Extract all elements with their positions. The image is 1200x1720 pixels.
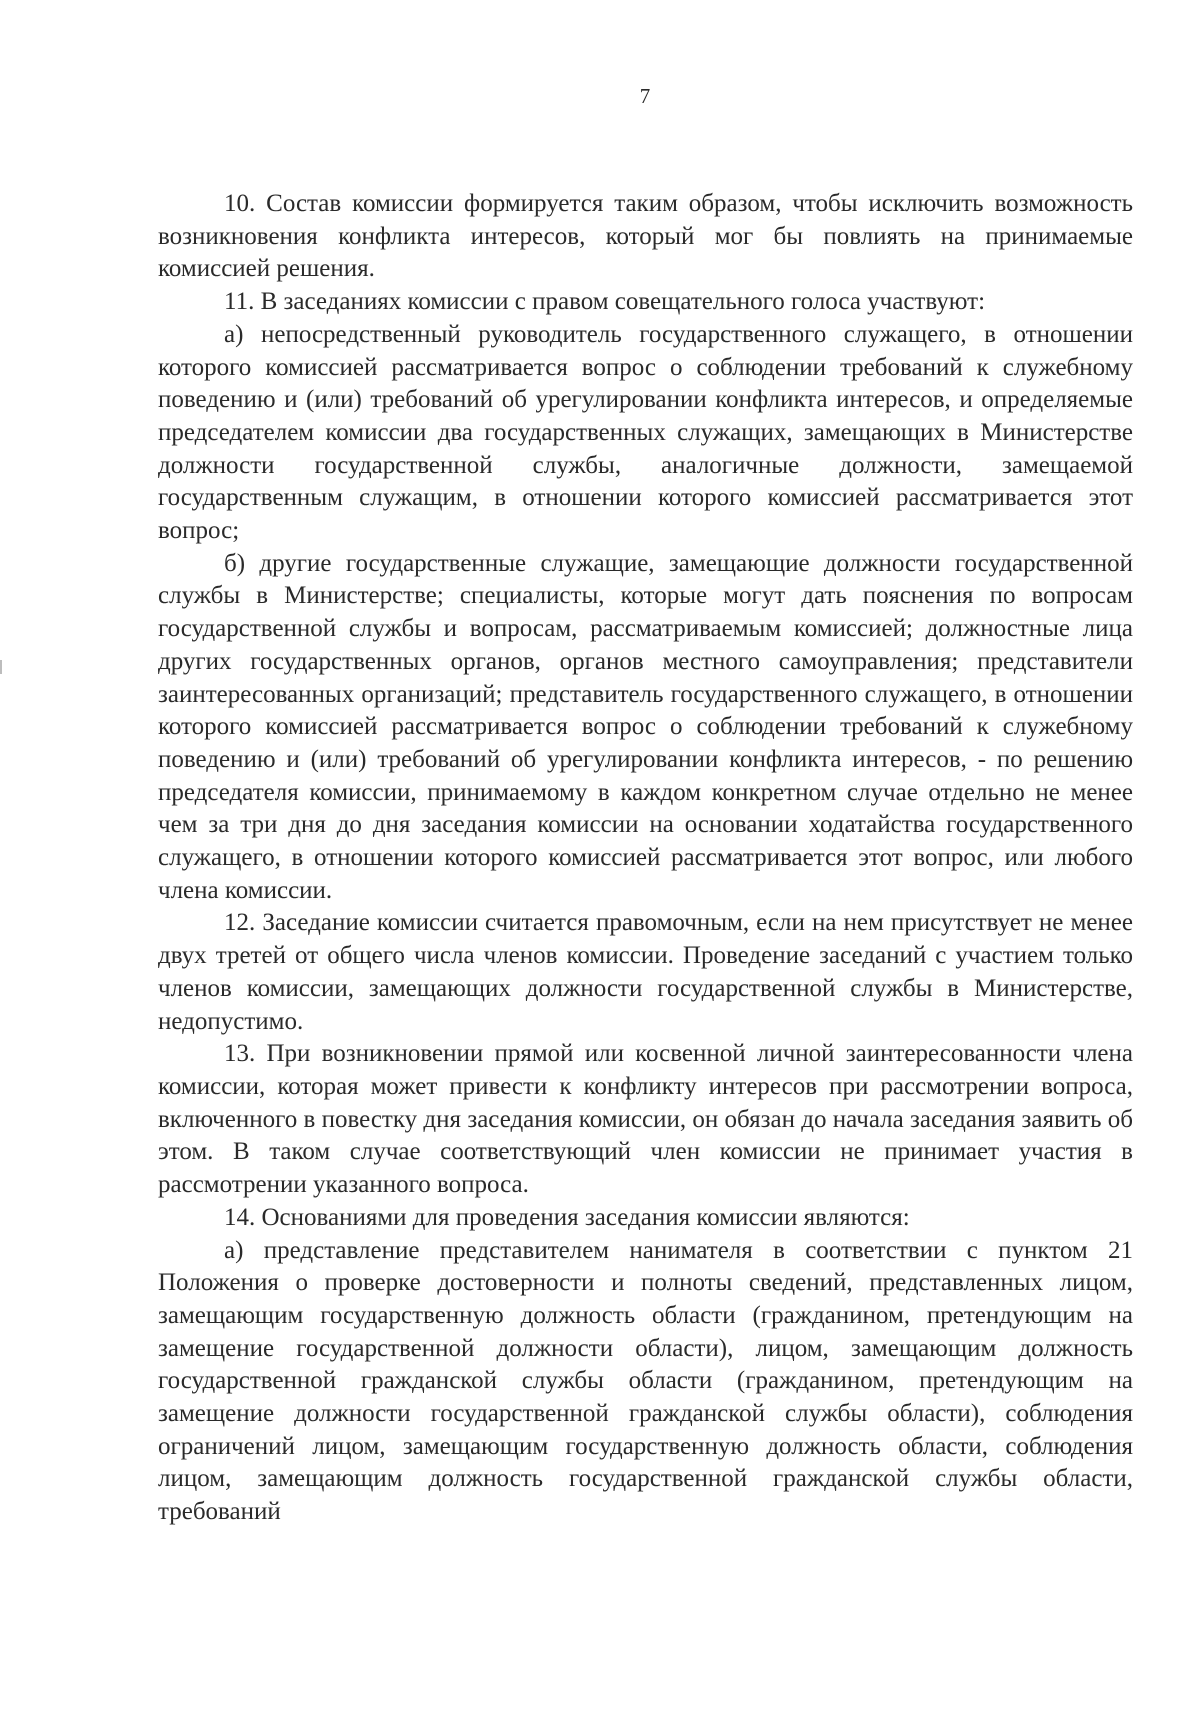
paragraph-14-a: а) представление представителем нанимателя в соответствии с пунктом 21 Положения о проверке достоверности и полноты сведений, представленных лицом, замещающим государственную должность области (гражданином, претендующим на замещение государственной должности области), лицом, замещающим должность государственной гражданской службы области (гражданином, претендующим на замещение должности государственной гражданской службы области), соблюдения ограничений лицом, замещающим государственную должность области, соблюдения лицом, замещающим должность государственной гражданской службы области, требований bbox=[158, 1236, 1133, 1526]
document-body bbox=[158, 188, 1133, 1529]
paragraph-13: 13. При возникновении прямой или косвенной личной заинтересованности члена комиссии, которая может привести к конфликту интересов при рассмотрении вопроса, включенного в повестку дня заседания комиссии, он обязан до начала заседания заявить об этом. В таком случае соответствующий член комиссии не принимает участия в рассмотрении указанного вопроса. bbox=[158, 1040, 1133, 1199]
paragraph-11-b: б) другие государственные служащие, замещающие должности государственной службы в Министерстве; специалисты, которые могут дать пояснения по вопросам государственной службы и вопросам, рассматриваемым комиссией; должностные лица других государственных органов, органов местного самоуправления; представители заинтересованных организаций; представитель государственного служащего, в отношении которого комиссией рассматривается вопрос о соблюдении требований к служебному поведению и (или) требований об урегулировании конфликта интересов, - по решению председателя комиссии, принимаемому в каждом конкретном случае отдельно не менее чем за три дня до дня заседания комиссии на основании ходатайства государственного служащего, в отношении которого комиссией рассматривается этот вопрос, или любого члена комиссии. bbox=[158, 549, 1133, 904]
page-number: 7 bbox=[639, 84, 651, 108]
paragraph-11-a: а) непосредственный руководитель государственного служащего, в отношении которого комиссией рассматривается вопрос о соблюдении требований к служебному поведению и (или) требований об урегулировании конфликта интересов, и определяемые председателем комиссии два государственных служащих, замещающих в Министерстве должности государственной службы, аналогичные должности, замещаемой государственным служащим, в отношении которого комиссией рассматривается этот вопрос; bbox=[158, 320, 1133, 545]
scan-artifact-mark bbox=[0, 660, 2, 674]
paragraph-10: 10. Состав комиссии формируется таким образом, чтобы исключить возможность возникновения конфликта интересов, который мог бы повлиять на принимаемые комиссией решения. bbox=[158, 190, 1133, 283]
paragraph-14: 14. Основаниями для проведения заседания комиссии являются: bbox=[224, 1203, 910, 1231]
paragraph-12: 12. Заседание комиссии считается правомочным, если на нем присутствует не менее двух третей от общего числа членов комиссии. Проведение заседаний с участием только членов комиссии, замещающих должности государственной службы в Министерстве, недопустимо. bbox=[158, 909, 1133, 1035]
paragraph-11: 11. В заседаниях комиссии с правом совещательного голоса участвуют: bbox=[224, 288, 986, 316]
